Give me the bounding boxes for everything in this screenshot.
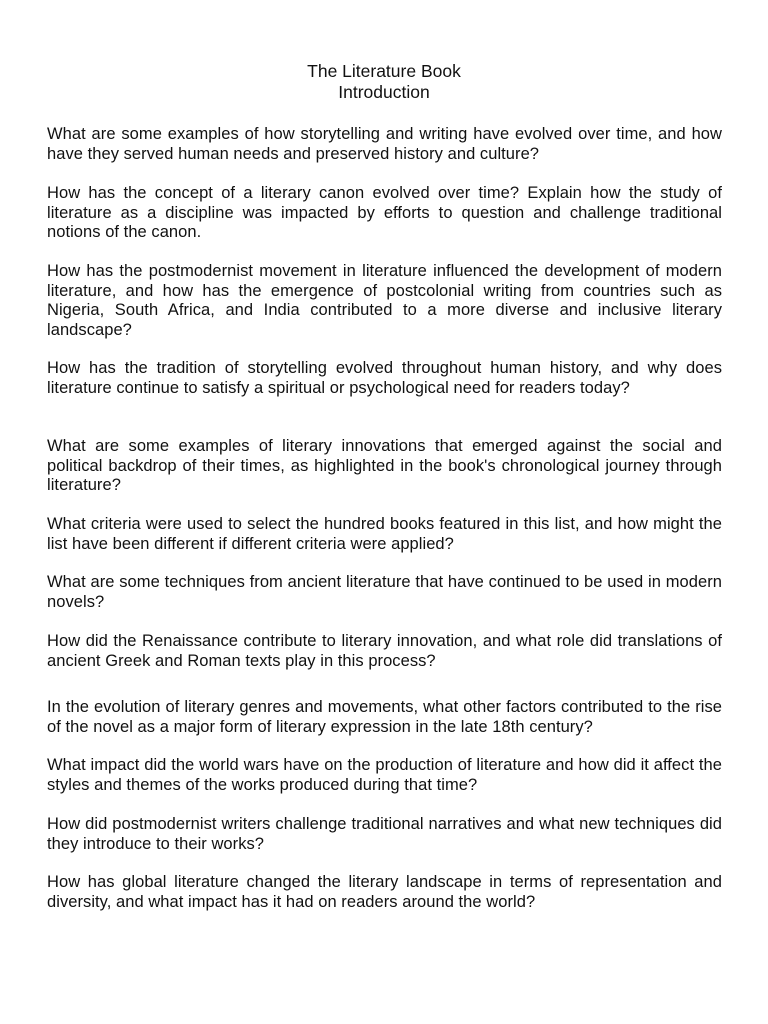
question-paragraph: How has global literature changed the literary landscape in terms of representation and diversity, and what impact has it had on readers around the world? [47,873,722,911]
question-paragraph: How has the postmodernist movement in literature influenced the development of modern literature, and how has the emergence of postcolonial writing from countries such as Nigeria, South Africa, and India contributed to a more diverse and inclusive literary landscape? [47,262,722,339]
question-paragraph: What are some techniques from ancient literature that have continued to be used in modern novels? [47,573,722,611]
question-paragraph: How did postmodernist writers challenge traditional narratives and what new techniques did they introduce to their works? [47,815,722,853]
question-paragraph: How has the concept of a literary canon evolved over time? Explain how the study of literature as a discipline was impacted by efforts to question and challenge traditional notions of the canon. [47,184,722,241]
question-paragraph: What are some examples of literary innovations that emerged against the social and political backdrop of their times, as highlighted in the book's chronological journey through literature? [47,437,722,494]
document-subtitle: Introduction [338,82,430,102]
question-paragraph: How did the Renaissance contribute to literary innovation, and what role did translations of ancient Greek and Roman texts play in this process? [47,632,722,670]
question-paragraph: What criteria were used to select the hundred books featured in this list, and how might the list have been different if different criteria were applied? [47,515,722,553]
question-paragraph: What are some examples of how storytelling and writing have evolved over time, and how have they served human needs and preserved history and culture? [47,125,722,163]
document-header [0,61,768,103]
document-title: The Literature Book [307,61,461,81]
question-paragraph: What impact did the world wars have on the production of literature and how did it affect the styles and themes of the works produced during that time? [47,756,722,794]
question-paragraph: How has the tradition of storytelling evolved throughout human history, and why does literature continue to satisfy a spiritual or psychological need for readers today? [47,359,722,397]
question-paragraph: In the evolution of literary genres and movements, what other factors contributed to the rise of the novel as a major form of literary expression in the late 18th century? [47,698,722,736]
